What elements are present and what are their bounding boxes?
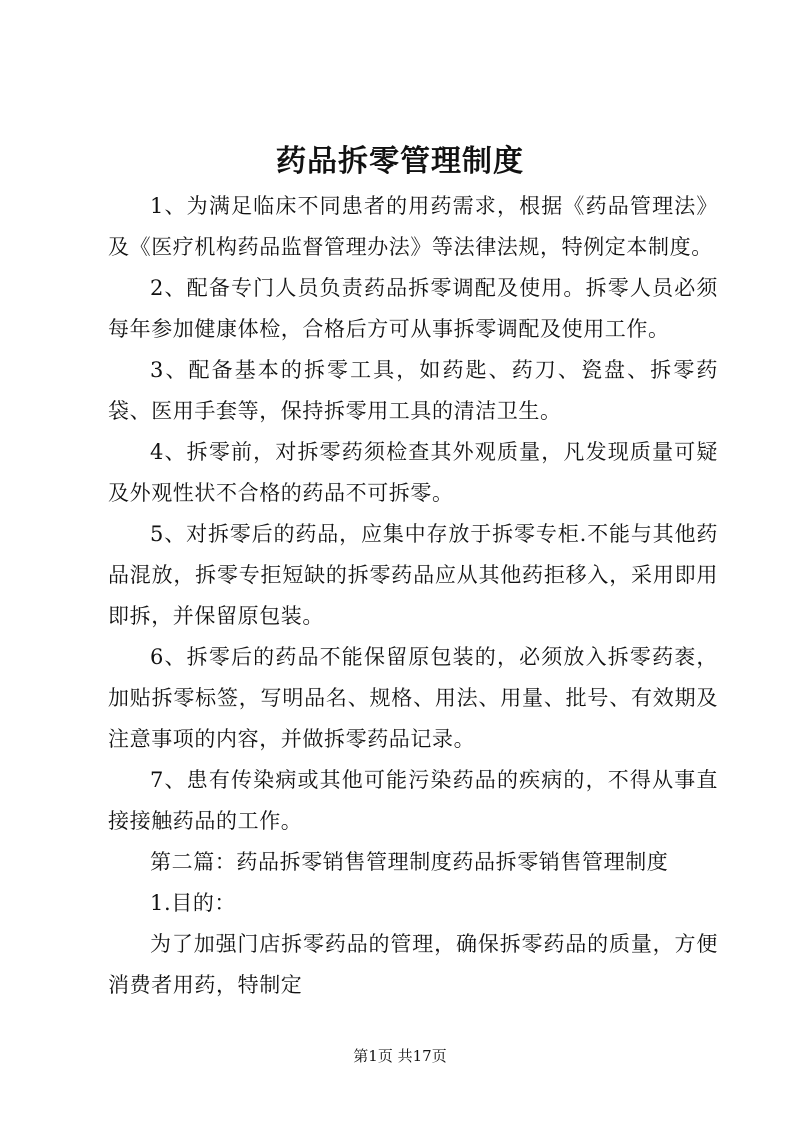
purpose-paragraph: 为了加强门店拆零药品的管理，确保拆零药品的质量，方便消费者用药，特制定 bbox=[108, 932, 718, 997]
purpose-heading: 1.目的： bbox=[150, 891, 237, 915]
paragraph-4: 4、拆零前，对拆零药须检查其外观质量，凡发现质量可疑及外观性状不合格的药品不可拆零。 bbox=[108, 440, 718, 505]
section-heading: 第二篇：药品拆零销售管理制度药品拆零销售管理制度 bbox=[150, 850, 669, 874]
document-title: 药品拆零管理制度 bbox=[276, 144, 524, 179]
paragraph-1: 1、为满足临床不同患者的用药需求，根据《药品管理法》及《医疗机构药品监督管理办法》等法律法规，特例定本制度。 bbox=[108, 194, 718, 259]
document-body bbox=[108, 186, 718, 1006]
paragraph-6: 6、拆零后的药品不能保留原包装的，必须放入拆零药袠，加贴拆零标签，写明品名、规格、用法、用量、批号、有效期及注意事项的内容，并做拆零药品记录。 bbox=[108, 645, 718, 751]
paragraph-3: 3、配备基本的拆零工具，如药匙、药刀、瓷盘、拆零药袋、医用手套等，保持拆零用工具的清洁卫生。 bbox=[108, 358, 718, 423]
page-number-footer: 第1页 共17页 bbox=[353, 1047, 447, 1065]
paragraph-5: 5、对拆零后的药品，应集中存放于拆零专柜.不能与其他药品混放，拆零专拒短缺的拆零药品应从其他药拒移入，采用即用即拆，并保留原包装。 bbox=[108, 522, 718, 628]
paragraph-7: 7、患有传染病或其他可能污染药品的疾病的，不得从事直接接触药品的工作。 bbox=[108, 768, 718, 833]
paragraph-2: 2、配备专门人员负责药品拆零调配及使用。拆零人员必须每年参加健康体检，合格后方可从事拆零调配及使用工作。 bbox=[108, 276, 718, 341]
